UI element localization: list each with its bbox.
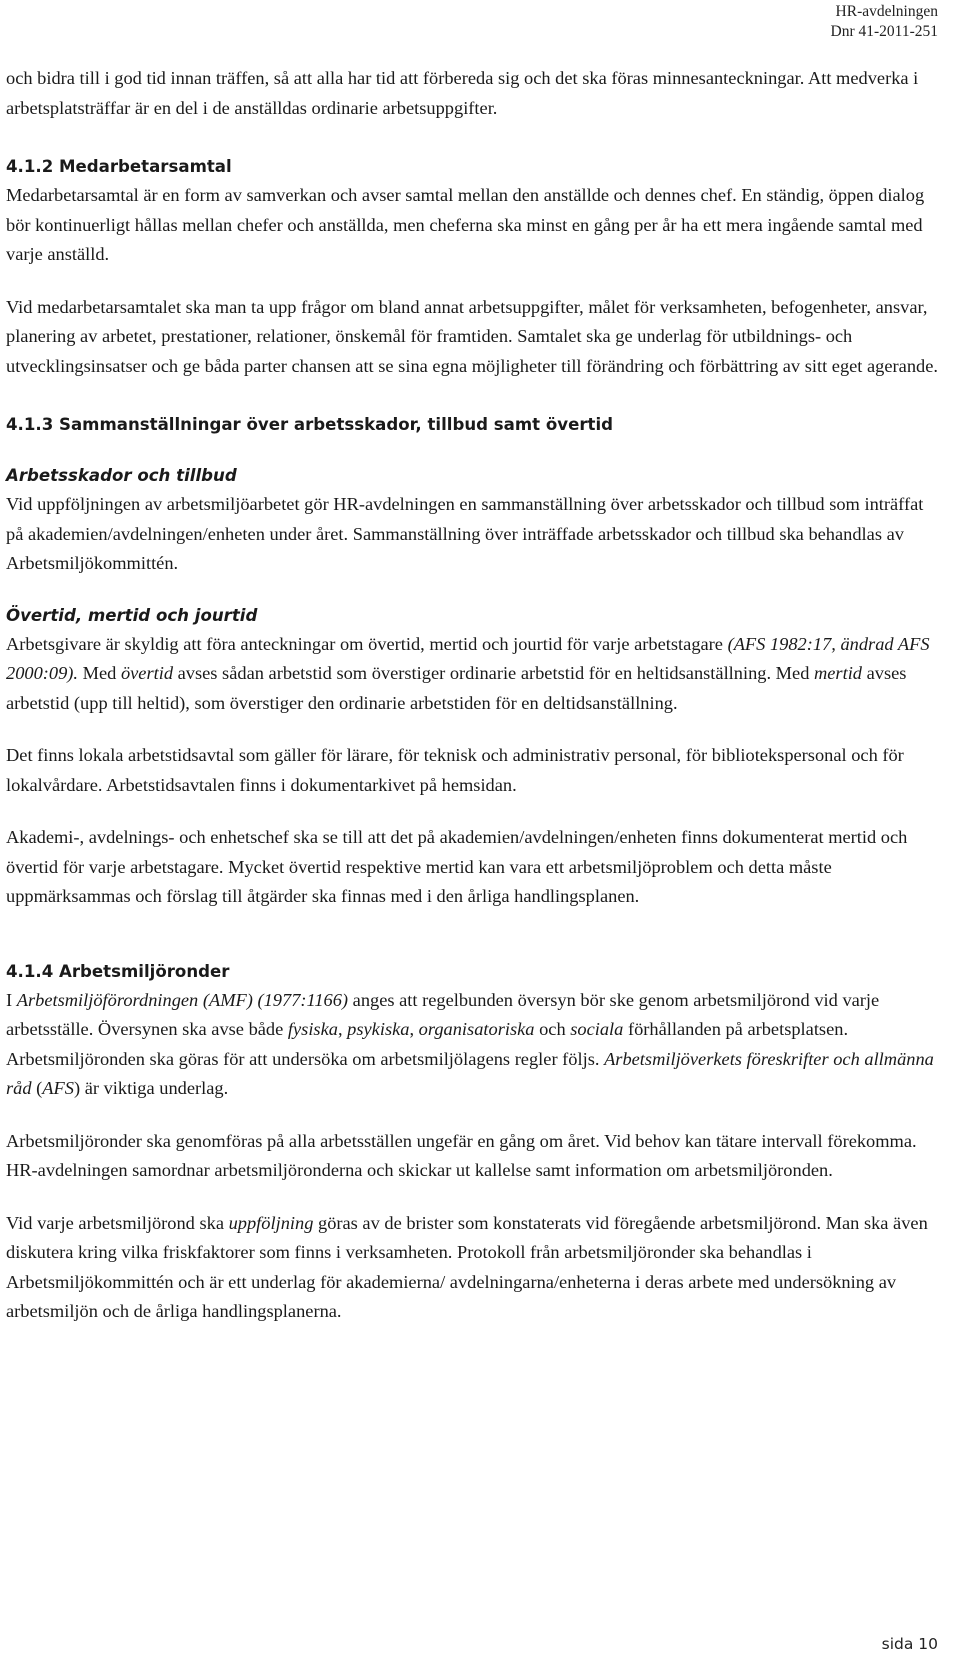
section-4-1-3-paragraph-3: Det finns lokala arbetstidsavtal som gäller för lärare, för teknisk och administrativ personal, för bibliotekspersonal och för lokalvårdare. Arbetstidsavtalen finns i dokumentarkivet på hemsidan. xyxy=(6,745,904,795)
section-4-1-4-paragraph-1: I Arbetsmiljöförordningen (AMF) (1977:1166) anges att regelbunden översyn bör ske genom arbetsmiljörond vid varje arbetsställe. Översynen ska avse både fysiska, psykiska, organisatoriska och sociala förhållanden på arbetsplatsen. Arbetsmiljöronden ska göras för att undersöka om arbetsmiljölagens regler följs. Arbetsmiljöverkets föreskrifter och allmänna råd (AFS) är viktiga underlag. xyxy=(6,989,934,1098)
subheading-arbetsskador: Arbetsskador och tillbud xyxy=(6,466,237,485)
subheading-overtid: Övertid, mertid och jourtid xyxy=(6,605,258,625)
section-4-1-4-paragraph-2: Arbetsmiljöronder ska genomföras på alla arbetsställen ungefär en gång om året. Vid behov kan tätare intervall förekomma. HR-avdelningen samordnar arbetsmiljöronderna och skickar ut kallelse samt information om arbetsmiljöronden. xyxy=(6,1130,917,1180)
afs-reference: (AFS 1982:17, ändrad AFS 2000:09). xyxy=(6,633,930,683)
section-4-1-2-paragraph-2: Vid medarbetarsamtalet ska man ta upp frågor om bland annat arbetsuppgifter, målet för verksamheten, befogenheter, ansvar, planering av arbetet, prestationer, relationer, önskemål för framtiden. Samtalet ska ge underlag för utbildnings- och utvecklingsinsatser och ge båda parter chansen att se sina egna möjligheter till förändring och förbättring av sitt eget agerande. xyxy=(6,296,938,376)
section-4-1-4-heading: 4.1.4 Arbetsmiljöronder xyxy=(6,961,230,981)
section-4-1-3-heading: 4.1.3 Sammanställningar över arbetsskador, tillbud samt övertid xyxy=(6,415,614,434)
header-department: HR-avdelningen xyxy=(835,3,938,20)
section-4-1-3-paragraph-2: Arbetsgivare är skyldig att föra anteckningar om övertid, mertid och jourtid för varje arbetstagare (AFS 1982:17, ändrad AFS 2000:09). Med övertid avses sådan arbetstid som överstiger ordinarie arbetstid för en heltidsanställning. Med mertid avses arbetstid (upp till heltid), som överstiger den ordinarie arbetstiden för en deltidsanställning. xyxy=(6,633,930,713)
intro-paragraph: och bidra till i god tid innan träffen, så att alla har tid att förbereda sig och det ska föras minnesanteckningar. Att medverka i arbetsplatsträffar är en del i de anställdas ordinarie arbetsuppgifter. xyxy=(6,68,919,118)
section-4-1-3-paragraph-4: Akademi-, avdelnings- och enhetschef ska se till att det på akademien/avdelningen/enheten finns dokumenterat mertid och övertid för varje arbetstagare. Mycket övertid respektive mertid kan vara ett arbetsmiljöproblem och detta måste uppmärksammas och förslag till åtgärder ska finnas med i den årliga handlingsplanen. xyxy=(6,827,908,906)
section-4-1-2-paragraph-1: Medarbetarsamtal är en form av samverkan och avser samtal mellan den anställde och dennes chef. En ständig, öppen dialog bör kontinuerligt hållas mellan chefer och anställda, men cheferna ska minst en gång per år ha ett mera ingående samtal med varje anställd. xyxy=(6,185,925,264)
term-overtid: övertid xyxy=(120,663,174,683)
term-mertid: mertid xyxy=(813,663,862,683)
page-header xyxy=(831,2,938,42)
term-uppfoljning: uppföljning xyxy=(228,1212,314,1233)
document-body xyxy=(6,64,941,1327)
header-doc-number: Dnr 41-2011-251 xyxy=(830,23,938,40)
amf-reference: Arbetsmiljöförordningen (AMF) (1977:1166) xyxy=(16,989,349,1010)
section-4-1-2-heading: 4.1.2 Medarbetarsamtal xyxy=(6,157,232,176)
section-4-1-3-paragraph-1: Vid uppföljningen av arbetsmiljöarbetet gör HR-avdelningen en sammanställning över arbetsskador och tillbud som inträffat på akademien/avdelningen/enheten under året. Sammanställning över inträffade arbetsskador och tillbud ska behandlas av Arbetsmiljökommittén. xyxy=(6,494,924,573)
section-4-1-4-paragraph-3: Vid varje arbetsmiljörond ska uppföljning göras av de brister som konstaterats vid föregående arbetsmiljörond. Man ska även diskutera kring vilka friskfaktorer som finns i verksamheten. Protokoll från arbetsmiljöronder ska behandlas i Arbetsmiljökommittén och är ett underlag för akademierna/ avdelningarna/enheterna i deras arbete med undersökning av arbetsmiljön och de årliga handlingsplanerna. xyxy=(6,1212,928,1321)
afs-guidelines-reference: Arbetsmiljöverkets föreskrifter och allmänna råd xyxy=(6,1048,934,1098)
page-number: sida 10 xyxy=(881,1635,938,1653)
